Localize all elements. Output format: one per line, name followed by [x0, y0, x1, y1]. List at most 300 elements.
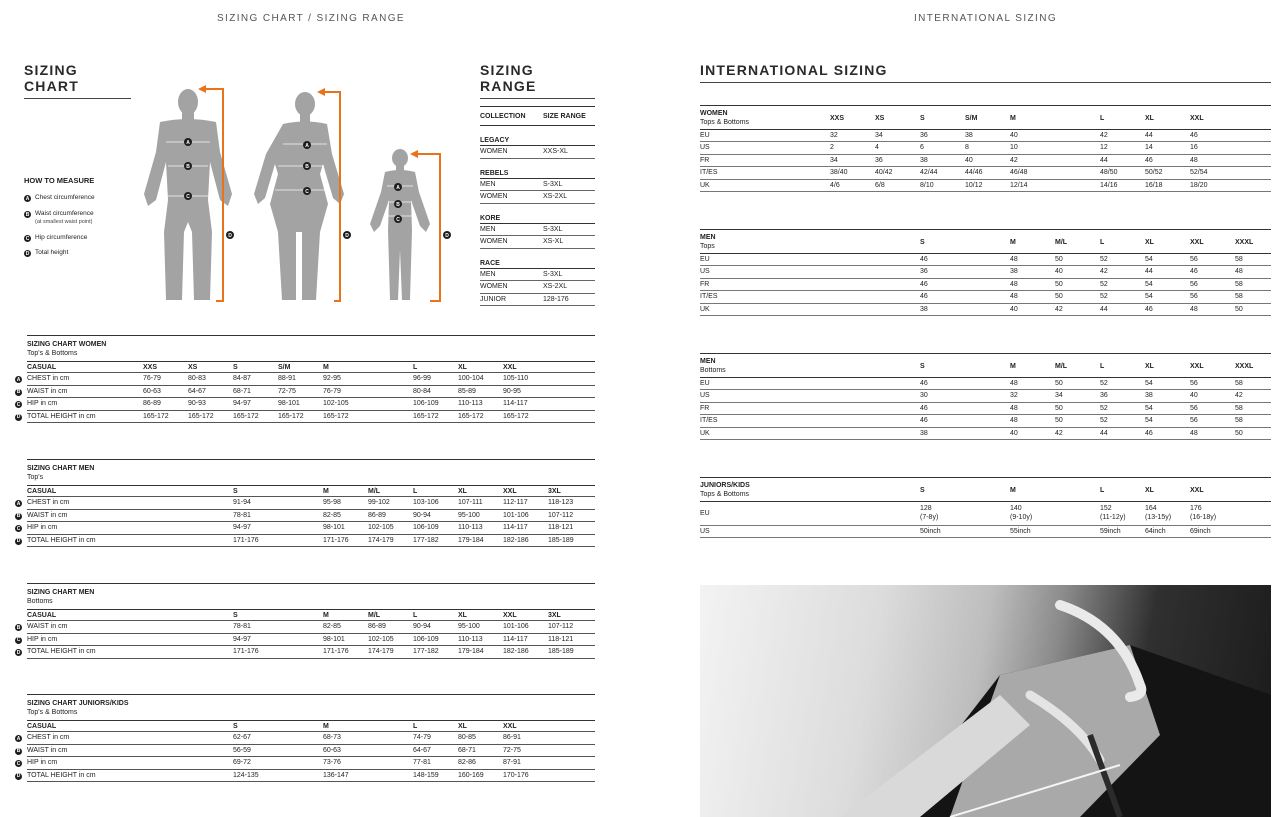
- table-row: [700, 428, 1271, 440]
- svg-text:C: C: [396, 217, 400, 223]
- table-cell: 176 (16-18y): [1190, 505, 1217, 521]
- table-cell: 106-109: [413, 400, 439, 408]
- table-cell: 88-91: [278, 375, 296, 383]
- table-row: [16, 745, 595, 757]
- table-cell: 177-182: [413, 648, 439, 656]
- table-cell: 76-79: [323, 387, 341, 395]
- country-label: FR: [700, 404, 710, 412]
- table-row: [16, 411, 595, 423]
- table-cell: 182-186: [503, 648, 529, 656]
- table-cell: 46: [920, 417, 928, 425]
- table-label-main: MEN: [700, 358, 716, 365]
- table-cell: 46/48: [1010, 169, 1028, 177]
- table-cell: 44: [1100, 156, 1108, 164]
- table-cell: 42: [1055, 305, 1063, 313]
- table-cell: 54: [1145, 280, 1153, 288]
- table-cell: 64-67: [413, 746, 431, 754]
- table-cell: 48: [1235, 268, 1243, 276]
- table-row: [16, 770, 595, 782]
- table-row: [700, 254, 1271, 266]
- marker-b: B: [25, 211, 30, 218]
- marker-a: A: [25, 195, 30, 202]
- table-cell: 32: [830, 132, 838, 139]
- header-cell: XXL: [1190, 363, 1204, 370]
- table-cell: 34: [875, 132, 883, 139]
- table-cell: 68-73: [323, 734, 341, 742]
- table-cell: 52: [1100, 293, 1108, 301]
- svg-text:A: A: [305, 143, 309, 149]
- table-cell: 78-81: [233, 511, 251, 519]
- table-cell: 72-75: [503, 746, 521, 754]
- sizing-range-table: [480, 106, 595, 306]
- col-collection: COLLECTION: [480, 113, 526, 120]
- table-cell: 148-159: [413, 771, 439, 779]
- table-label: [700, 110, 749, 127]
- header-cell: CASUAL: [27, 612, 57, 619]
- table-cell: 56: [1190, 380, 1198, 387]
- collection-row: [480, 281, 595, 294]
- table-cell: 177-182: [413, 536, 439, 544]
- header-cell: XXS: [143, 364, 158, 371]
- collection-name: REBELS: [480, 169, 509, 177]
- table-cell: 140 (9-10y): [1010, 505, 1033, 521]
- table-header-row: [700, 354, 1271, 378]
- table-cell: 44: [1100, 305, 1108, 313]
- table-cell: 40: [1010, 132, 1018, 139]
- table-cell: 160-169: [458, 771, 484, 779]
- table-cell: 4: [875, 144, 879, 152]
- collection-gender: JUNIOR: [480, 295, 507, 303]
- table-title: SIZING CHART MEN: [27, 465, 95, 472]
- page-header-left: SIZING CHART / SIZING RANGE: [216, 13, 405, 24]
- table-cell: 52: [1100, 256, 1108, 263]
- row-marker: A: [16, 735, 21, 742]
- photo-illustration: [700, 585, 1271, 817]
- row-marker: B: [16, 748, 21, 755]
- collection-size-range: XS-2XL: [543, 283, 568, 290]
- table-cell: 32: [1010, 392, 1018, 400]
- collection-name: KORE: [480, 214, 501, 222]
- table-cell: 54: [1145, 380, 1153, 387]
- collection-row: [480, 191, 595, 204]
- table-cell: 48: [1190, 305, 1198, 313]
- table-header-row: [27, 609, 595, 621]
- table-cell: 38/40: [830, 169, 848, 177]
- table-cell: 8/10: [920, 181, 934, 189]
- table-cell: 90-94: [413, 623, 431, 631]
- table-row: [16, 732, 595, 744]
- table-cell: 30: [920, 392, 928, 400]
- table-cell: 40: [1190, 392, 1198, 400]
- header-cell: 3XL: [548, 488, 561, 495]
- table-cell: 38: [920, 429, 928, 437]
- table-cell: 72-75: [278, 387, 296, 395]
- table-cell: 44: [1100, 429, 1108, 437]
- table-label-sub: Tops: [700, 242, 715, 250]
- table-subtitle: Top's & Bottoms: [27, 350, 78, 357]
- table-cell: 114-117: [503, 635, 528, 643]
- table-row: [700, 266, 1271, 278]
- table-row: [700, 155, 1271, 167]
- table-cell: 46: [1145, 305, 1153, 313]
- header-cell: CASUAL: [27, 364, 57, 371]
- table-cell: 42: [1055, 429, 1063, 437]
- table-cell: 16: [1190, 144, 1198, 152]
- table-cell: 68-71: [458, 746, 476, 754]
- sizing-chart-title: SIZING CHART: [24, 62, 131, 99]
- table-cell: HIP in cm: [27, 759, 58, 767]
- sizing-table: [16, 335, 595, 423]
- table-cell: 95-100: [458, 623, 480, 631]
- header-cell: S: [920, 115, 925, 122]
- svg-text:A: A: [186, 140, 190, 146]
- legend-item-hip: [24, 234, 134, 242]
- table-row: [700, 526, 1271, 538]
- table-cell: 56: [1190, 417, 1198, 425]
- table-row: [700, 403, 1271, 415]
- header-cell: L: [1100, 239, 1105, 246]
- table-cell: 165-172: [143, 412, 169, 420]
- table-label-sub: Bottoms: [700, 366, 726, 374]
- header-cell: L: [1100, 363, 1105, 370]
- table-cell: 114-117: [503, 400, 528, 408]
- table-cell: 84-87: [233, 375, 251, 383]
- header-cell: M: [1010, 487, 1016, 494]
- header-cell: M: [1010, 363, 1016, 370]
- table-label-main: JUNIORS/KIDS: [700, 482, 750, 489]
- header-cell: XS: [188, 364, 198, 371]
- table-header-row: [27, 361, 595, 373]
- table-cell: 170-176: [503, 771, 529, 779]
- table-cell: 77-81: [413, 759, 431, 767]
- header-cell: XL: [1145, 239, 1154, 246]
- svg-text:C: C: [186, 194, 190, 200]
- table-cell: WAIST in cm: [27, 746, 68, 754]
- header-cell: L: [413, 488, 418, 495]
- table-cell: 56: [1190, 404, 1198, 412]
- svg-text:D: D: [228, 233, 232, 239]
- table-cell: 102-105: [368, 524, 394, 532]
- table-cell: 68-71: [233, 387, 251, 395]
- table-row: [16, 497, 595, 509]
- table-row: [700, 130, 1271, 142]
- header-cell: S: [233, 364, 238, 371]
- table-cell: 165-172: [323, 412, 349, 420]
- header-cell: M: [323, 612, 329, 619]
- collection-size-range: S-3XL: [543, 270, 563, 278]
- table-row: [16, 373, 595, 385]
- header-cell: S: [920, 363, 925, 370]
- table-cell: 118-121: [548, 524, 574, 532]
- page-header-right: INTERNATIONAL SIZING: [913, 13, 1057, 24]
- header-cell: CASUAL: [27, 488, 57, 495]
- table-cell: 95-98: [323, 499, 341, 507]
- table-cell: 60-63: [143, 387, 161, 395]
- table-cell: 46: [920, 280, 928, 288]
- table-cell: WAIST in cm: [27, 387, 68, 395]
- collection-group: [480, 255, 595, 269]
- table-cell: 69-72: [233, 759, 251, 767]
- sizing-table: [16, 694, 595, 782]
- table-cell: 44: [1145, 268, 1153, 276]
- table-row: [16, 646, 595, 658]
- table-cell: 110-113: [458, 524, 483, 532]
- collection-row: [480, 179, 595, 192]
- collection-gender: WOMEN: [480, 238, 508, 245]
- header-cell: M: [1010, 115, 1016, 122]
- table-cell: HIP in cm: [27, 524, 58, 532]
- row-marker: C: [16, 401, 21, 408]
- table-cell: 98-101: [278, 400, 300, 408]
- table-cell: 10: [1010, 144, 1018, 152]
- table-cell: 105-110: [503, 375, 529, 383]
- table-cell: 185-189: [548, 536, 574, 544]
- table-cell: 46: [1145, 429, 1153, 437]
- country-label: UK: [700, 181, 710, 189]
- table-cell: 55inch: [1010, 528, 1031, 535]
- table-cell: 58: [1235, 417, 1243, 425]
- header-cell: XXS: [830, 115, 845, 122]
- table-cell: 40: [1055, 268, 1063, 276]
- table-label-sub: Tops & Bottoms: [700, 490, 750, 498]
- table-cell: 38: [920, 156, 928, 164]
- collection-gender: MEN: [480, 225, 496, 233]
- table-row: [700, 390, 1271, 402]
- col-size-range: SIZE RANGE: [543, 113, 586, 120]
- header-cell: M/L: [1055, 239, 1068, 246]
- table-cell: TOTAL HEIGHT in cm: [27, 648, 96, 656]
- collection-row: [480, 294, 595, 307]
- collection-size-range: XXS-XL: [543, 148, 568, 155]
- table-header-row: [700, 230, 1271, 254]
- table-cell: 82-85: [323, 511, 341, 519]
- table-cell: 36: [920, 132, 928, 139]
- collection-size-range: S-3XL: [543, 225, 563, 233]
- legend-label: Waist circumference: [35, 210, 94, 217]
- table-cell: 60-63: [323, 746, 341, 754]
- table-cell: 107-112: [548, 511, 574, 519]
- country-label: FR: [700, 280, 710, 288]
- table-cell: 14/16: [1100, 181, 1118, 189]
- table-cell: 86-89: [368, 623, 386, 631]
- table-cell: 82-86: [458, 759, 476, 767]
- header-cell: XXL: [1190, 239, 1204, 246]
- header-cell: XXL: [503, 612, 517, 619]
- table-cell: 174-179: [368, 648, 394, 656]
- collection-gender: WOMEN: [480, 193, 508, 200]
- table-cell: 94-97: [233, 524, 251, 532]
- header-cell: S/M: [965, 115, 978, 122]
- body-figures-illustration: [120, 82, 465, 308]
- table-cell: 165-172: [278, 412, 304, 420]
- table-cell: 8: [965, 144, 969, 152]
- table-cell: 50: [1055, 380, 1063, 387]
- legend-note: (at smallest waist point): [35, 219, 93, 225]
- table-cell: 102-105: [323, 400, 349, 408]
- collection-row: [480, 269, 595, 282]
- country-label: UK: [700, 429, 710, 437]
- table-cell: 165-172: [233, 412, 259, 420]
- table-cell: 87-91: [503, 759, 521, 767]
- table-cell: 58: [1235, 280, 1243, 288]
- table-label-main: WOMEN: [700, 110, 728, 117]
- collection-name: LEGACY: [480, 137, 510, 144]
- row-marker: C: [16, 637, 21, 644]
- table-cell: 179-184: [458, 648, 484, 656]
- table-cell: 46: [1145, 156, 1153, 164]
- table-cell: 171-176: [323, 536, 349, 544]
- table-cell: 48: [1190, 429, 1198, 437]
- table-title: SIZING CHART JUNIORS/KIDS: [27, 700, 129, 707]
- table-cell: 52/54: [1190, 169, 1208, 177]
- table-cell: 103-106: [413, 499, 439, 507]
- table-row: [16, 621, 595, 633]
- header-cell: L: [413, 723, 418, 730]
- country-label: EU: [700, 380, 710, 387]
- table-title: SIZING CHART MEN: [27, 589, 95, 596]
- collection-group: [480, 165, 595, 179]
- header-cell: XXL: [503, 723, 517, 730]
- header-cell: M: [1010, 239, 1016, 246]
- header-cell: XL: [1145, 487, 1154, 494]
- collection-size-range: S-3XL: [543, 180, 563, 188]
- table-subtitle: Top's & Bottoms: [27, 709, 78, 716]
- table-cell: 50: [1055, 256, 1063, 263]
- table-cell: 110-113: [458, 400, 483, 408]
- country-label: EU: [700, 510, 710, 517]
- table-subtitle: Bottoms: [27, 598, 53, 605]
- country-label: EU: [700, 132, 710, 139]
- table-cell: 85-89: [458, 387, 476, 395]
- table-cell: 102-105: [368, 635, 394, 643]
- table-cell: 50: [1235, 429, 1243, 437]
- table-label-main: MEN: [700, 234, 716, 241]
- country-label: IT/ES: [700, 169, 718, 177]
- table-cell: TOTAL HEIGHT in cm: [27, 536, 96, 544]
- table-cell: 48: [1010, 293, 1018, 301]
- header-cell: XL: [458, 723, 467, 730]
- header-cell: L: [1100, 487, 1105, 494]
- table-cell: 73-76: [323, 759, 341, 767]
- table-row: [16, 386, 595, 398]
- sizing-range-title: SIZING RANGE: [480, 62, 595, 99]
- international-table: [700, 353, 1271, 440]
- header-cell: S: [920, 239, 925, 246]
- table-cell: TOTAL HEIGHT in cm: [27, 771, 96, 779]
- sizing-range-header: [480, 106, 595, 126]
- table-cell: 4/6: [830, 181, 840, 189]
- table-cell: 54: [1145, 293, 1153, 301]
- svg-text:B: B: [186, 164, 190, 170]
- table-row: [700, 502, 1271, 526]
- table-cell: 64-67: [188, 387, 206, 395]
- table-cell: 16/18: [1145, 181, 1163, 189]
- collection-group: [480, 132, 595, 146]
- table-cell: 36: [1100, 392, 1108, 400]
- table-cell: 34: [830, 156, 838, 164]
- table-cell: 95-100: [458, 511, 480, 519]
- table-cell: 165-172: [413, 412, 439, 420]
- header-cell: XXL: [1190, 487, 1204, 494]
- table-title: SIZING CHART WOMEN: [27, 341, 107, 348]
- table-row: [700, 378, 1271, 390]
- table-label: [700, 482, 750, 499]
- legend-item-height: [24, 249, 134, 257]
- international-table: [700, 477, 1271, 538]
- legend-label: Total height: [35, 249, 69, 256]
- header-cell: XL: [458, 364, 467, 371]
- table-cell: 12: [1100, 144, 1108, 152]
- table-cell: 101-106: [503, 623, 529, 631]
- header-cell: S: [920, 487, 925, 494]
- table-cell: 96-99: [413, 375, 431, 383]
- table-subtitle: Top's: [27, 474, 44, 481]
- table-cell: 165-172: [503, 412, 529, 420]
- row-marker: B: [16, 389, 21, 396]
- table-cell: 42: [1100, 268, 1108, 276]
- table-cell: 171-176: [233, 536, 259, 544]
- table-cell: 90-95: [503, 387, 521, 395]
- svg-text:B: B: [396, 202, 400, 208]
- legend-label-group: [35, 210, 94, 226]
- table-cell: 82-85: [323, 623, 341, 631]
- table-cell: 14: [1145, 144, 1153, 152]
- table-cell: WAIST in cm: [27, 511, 68, 519]
- table-cell: 36: [875, 156, 883, 164]
- table-cell: 44/46: [965, 169, 983, 177]
- header-cell: M/L: [1055, 363, 1068, 370]
- table-cell: 64inch: [1145, 528, 1166, 535]
- table-cell: 46: [920, 293, 928, 301]
- country-label: EU: [700, 256, 710, 263]
- table-cell: 44: [1145, 132, 1153, 139]
- table-cell: 112-117: [503, 499, 528, 507]
- table-cell: 58: [1235, 380, 1243, 387]
- table-cell: 48: [1010, 280, 1018, 288]
- table-cell: CHEST in cm: [27, 734, 70, 742]
- collection-name: RACE: [480, 259, 500, 267]
- table-header-row: [27, 720, 595, 732]
- header-cell: CASUAL: [27, 723, 57, 730]
- table-cell: 98-101: [323, 524, 345, 532]
- international-table: [700, 105, 1271, 192]
- svg-text:B: B: [305, 164, 309, 170]
- table-cell: 42/44: [920, 169, 938, 177]
- header-cell: M: [323, 364, 329, 371]
- header-cell: M: [323, 488, 329, 495]
- header-cell: L: [1100, 115, 1105, 122]
- table-cell: 46: [920, 404, 928, 412]
- table-cell: 171-176: [323, 648, 349, 656]
- table-row: [16, 398, 595, 410]
- table-cell: 50: [1235, 305, 1243, 313]
- table-cell: 107-111: [458, 499, 483, 507]
- table-cell: 56: [1190, 293, 1198, 301]
- table-cell: 50: [1055, 280, 1063, 288]
- row-marker: D: [16, 649, 21, 656]
- table-cell: 90-94: [413, 511, 431, 519]
- table-cell: 48: [1010, 404, 1018, 412]
- row-marker: D: [16, 773, 21, 780]
- table-cell: 48: [1190, 156, 1198, 164]
- table-cell: 12/14: [1010, 181, 1028, 189]
- table-cell: 106-109: [413, 635, 439, 643]
- table-cell: 42: [1100, 132, 1108, 139]
- table-cell: HIP in cm: [27, 400, 58, 408]
- how-to-measure-title: HOW TO MEASURE: [24, 176, 95, 185]
- table-cell: 46: [920, 380, 928, 387]
- header-cell: M/L: [368, 488, 381, 495]
